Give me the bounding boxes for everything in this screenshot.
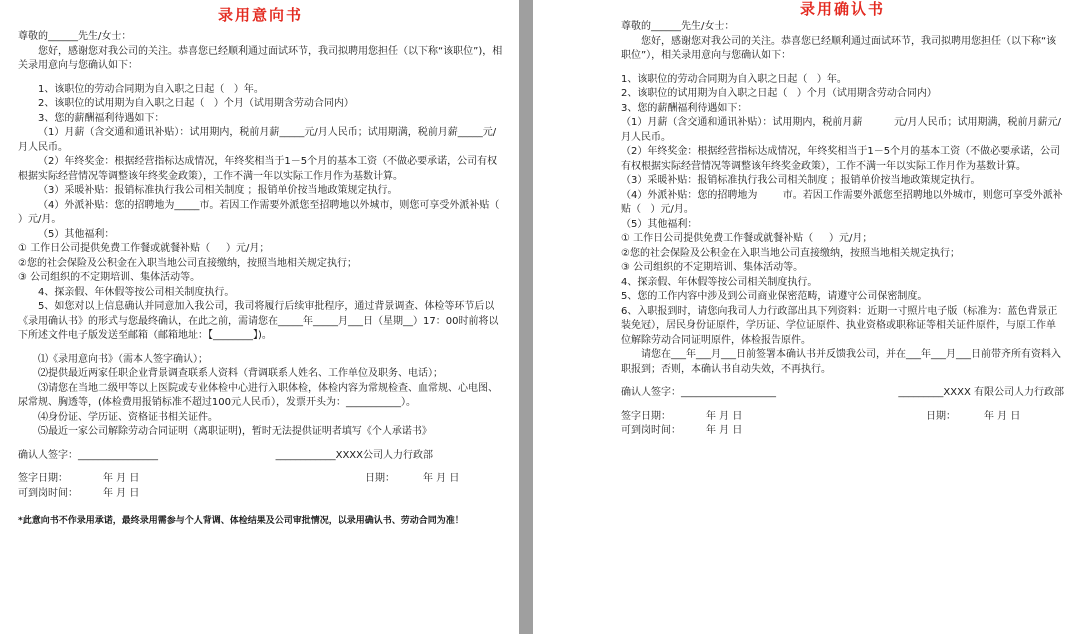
offer-intent-page (0, 0, 519, 634)
clause-probation: 2、该职位的试用期为自入职之日起（ ）个月（试用期含劳动合同内） (621, 88, 937, 99)
clause-monthly-salary: （1）月薪（含交通和通讯补贴）：试用期内，税前月薪_____元/月人民币；试用期满，税前月薪_____元/月人民币。 (18, 127, 497, 153)
benefit-training: ③ 公司组织的不定期培训、集体活动等。 (18, 272, 201, 283)
clause-confidentiality: 5、您的工作内容中涉及到公司商业保密范畴，请遵守公司保密制度。 (621, 291, 928, 302)
intro-paragraph: 您好，感谢您对我公司的关注。恭喜您已经顺利通过面试环节，我司拟聘用您担任（以下称“该职位”)，相关录用意向与您确认如下： (18, 45, 503, 71)
sign-date-ymd: 年 月 日 (706, 410, 743, 422)
arrival-row (18, 487, 503, 502)
company-date-ymd: 年 月 日 (984, 410, 1021, 422)
benefit-social-insurance: ②您的社会保险及公积金在入职当地公司直接缴纳，按照当地相关规定执行； (621, 247, 960, 259)
clause-annual-bonus: （2）年终奖金：根据经营指标达成情况，年终奖相当于1－5个月的基本工资（不做必要承诺，公司有权根据实际经营情况等调整该年终奖金政策），工作不满一年以实际工作月作为基数计算。 (18, 156, 498, 182)
arrival-row (621, 424, 1064, 439)
benefit-meal: ① 工作日公司提供免费工作餐或就餐补贴（ ）元/月； (18, 243, 270, 254)
clause-assignment-subsidy: （4）外派补贴：您的招聘地为_____市。若因工作需要外派您至招聘地以外城市，则您可享受外派补贴（ ）元/月。 (18, 199, 509, 225)
clause-confirmation: 5、如您对以上信息确认并同意加入我公司，我司将履行后续审批程序，通过背景调查、体检等环节后以《录用确认书》的形式与您最终确认，在此之前，需请您在_____年_____月___日（星期__）17：00时前将以下所述文件电子版发送至邮箱（邮箱地址：【________】)。 (18, 301, 499, 341)
clause-annual-bonus: （2）年终奖金：根据经营指标达成情况，年终奖相当于1－5个月的基本工资（不做必要承诺，公司有权根据实际经营情况等调整该年终奖金政策），工作不满一年以实际工作月作为基数计算。 (621, 146, 1061, 172)
company-date-label: 日期： (365, 473, 395, 484)
clause-heating-subsidy: （3）采暖补贴：报销标准执行我公司相关制度 ；报销单价按当地政策规定执行。 (621, 175, 981, 186)
benefit-social-insurance: ②您的社会保险及公积金在入职当地公司直接缴纳，按照当地相关规定执行； (18, 257, 357, 269)
clause-heating-subsidy: （3）采暖补贴：报销标准执行我公司相关制度 ；报销单价按当地政策规定执行。 (38, 185, 398, 196)
clause-contract-term: 1、该职位的劳动合同期为自入职之日起（ ）年。 (38, 83, 264, 95)
clause-assignment-subsidy: （4）外派补贴：您的招聘地为 市。若因工作需要外派您至招聘地以外城市，则您可享受外派补贴（ ）元/月。 (621, 189, 1063, 215)
signature-row (18, 449, 503, 464)
company-signature: _________XXXX 有限公司人力行政部 (898, 387, 1064, 398)
company-date-ymd: 年 月 日 (423, 473, 460, 484)
clause-contract-term: 1、该职位的劳动合同期为自入职之日起（ ）年。 (621, 73, 847, 85)
signer-label: 确认人签字： (621, 387, 681, 398)
clause-salary-header: 3、您的薪酬福利待遇如下： (621, 102, 748, 114)
arrival-label: 可到岗时间： (18, 487, 78, 499)
sign-date-ymd: 年 月 日 (103, 473, 140, 484)
signature-blank: ___________________ (681, 387, 776, 398)
page-title: 录用确认书 (799, 0, 885, 18)
page-gap (519, 0, 533, 634)
sign-date-label: 签字日期： (621, 410, 671, 422)
sign-date-label: 签字日期： (18, 473, 68, 484)
clause-probation: 2、该职位的试用期为自入职之日起（ ）个月（试用期含劳动合同内） (38, 98, 354, 109)
doc-item-2: ⑵提供最近两家任职企业背景调查联系人资料（背调联系人姓名、工作单位及职务、电话）； (38, 368, 443, 379)
arrival-ymd: 年 月 日 (103, 487, 140, 499)
salutation: 尊敬的______先生/女士： (621, 21, 735, 32)
clause-deadline: 请您在___年___月___日前签署本确认书并反馈我公司，并在___年___月___日前带齐所有资料入职报到；否则，本确认书自动失效，不再执行。 (621, 349, 1061, 375)
sign-date-row (18, 472, 503, 487)
benefit-meal: ① 工作日公司提供免费工作餐或就餐补贴（ ）元/月； (621, 233, 873, 244)
signer-label: 确认人签字： (18, 449, 78, 461)
page-title: 录用意向书 (217, 6, 303, 24)
doc-item-1: ⑴《录用意向书》（需本人签字确认）； (38, 353, 208, 365)
doc-item-5: ⑸最近一家公司解除劳动合同证明（离职证明)，暂时无法提供证明者填写《个人承诺书》 (38, 426, 432, 437)
arrival-ymd: 年 月 日 (706, 425, 743, 436)
clause-onboarding-docs: 6、入职报到时，请您向我司人力行政部出具下列资料：近期一寸照片电子版（标准为：蓝色背景正装免冠），居民身份证原件，学历证、学位证原件、执业资格或职称证等相关证件原件，与原工作单位解除劳动合同证明原件，体检报告原件。 (621, 305, 1058, 346)
doc-item-4: ⑷身份证、学历证、资格证书相关证件。 (38, 411, 218, 423)
clause-monthly-salary: （1）月薪（含交通和通讯补贴）：试用期内，税前月薪 元/月人民币；试用期满，税前月薪元/月人民币。 (621, 117, 1061, 143)
clause-salary-header: 3、您的薪酬福利待遇如下： (38, 112, 165, 124)
offer-confirmation-page (533, 0, 1080, 634)
clause-leave: 4、探亲假、年休假等按公司相关制度执行。 (621, 276, 818, 288)
company-signature: ____________XXXX公司人力行政部 (275, 449, 433, 461)
benefit-training: ③ 公司组织的不定期培训、集体活动等。 (621, 262, 804, 273)
clause-other-benefits: （5）其他福利： (38, 228, 115, 240)
footnote: *此意向书不作录用承诺，最终录用需参与个人背调、体检结果及公司审批情况，以录用确认书、劳动合同为准！ (18, 516, 464, 526)
signature-blank: ________________ (78, 449, 158, 461)
intro-paragraph: 您好，感谢您对我公司的关注。恭喜您已经顺利通过面试环节，我司拟聘用您担任（以下称“该职位”），相关录用意向与您确认如下： (621, 35, 1057, 61)
arrival-label: 可到岗时间： (621, 425, 681, 436)
sign-date-row (621, 410, 1064, 425)
company-date-label: 日期： (926, 410, 956, 422)
clause-leave: 4、探亲假、年休假等按公司相关制度执行。 (38, 286, 235, 298)
clause-other-benefits: （5）其他福利： (621, 218, 698, 230)
salutation: 尊敬的______先生/女士： (18, 31, 132, 42)
doc-item-3: ⑶请您在当地二级甲等以上医院或专业体检中心进行入职体检，体检内容为常规检查、血常规、心电图、尿常规、胸透等，(体检费用报销标准不超过100元人民币），发票开头为：___________）。 (18, 382, 498, 408)
signature-row (621, 386, 1064, 401)
